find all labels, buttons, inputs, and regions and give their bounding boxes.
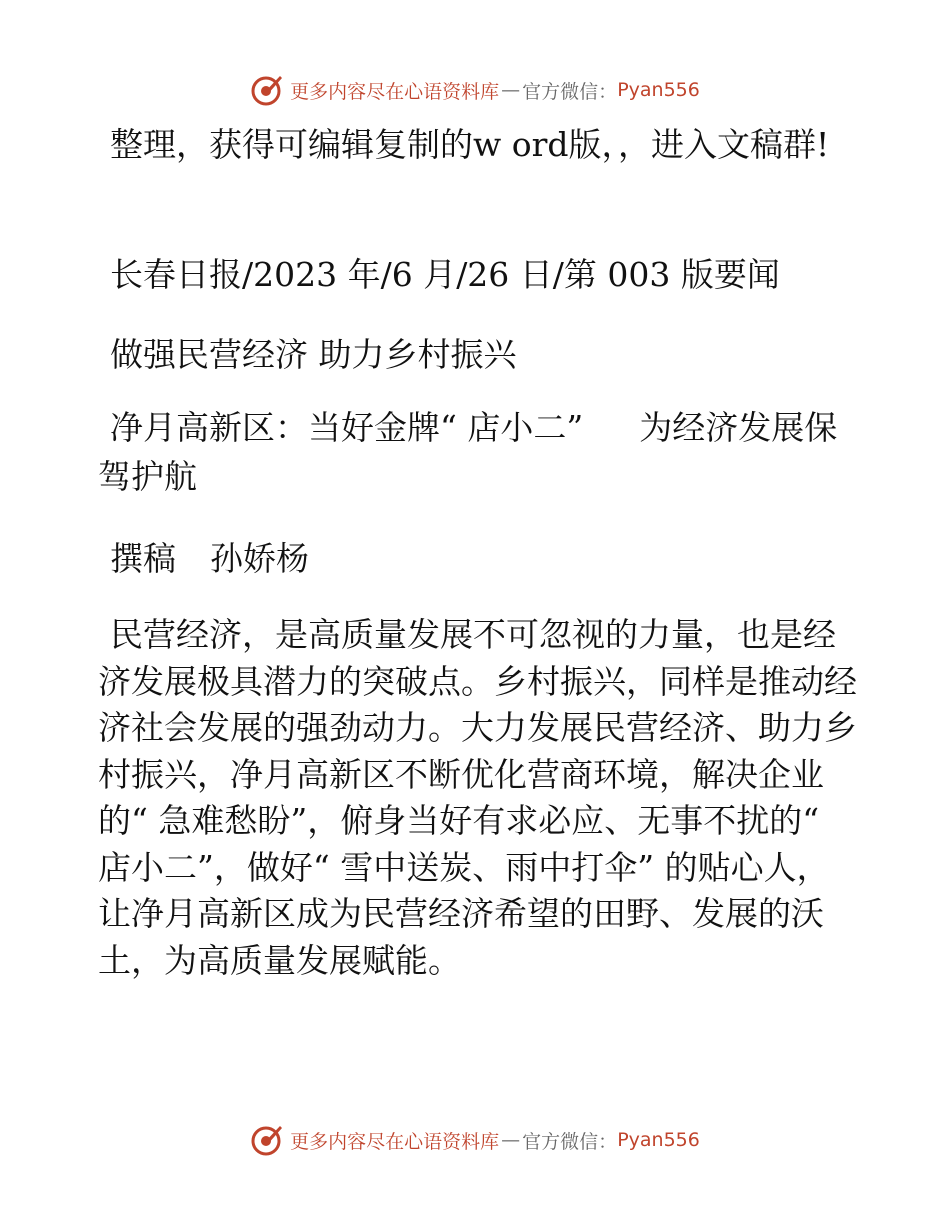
watermark-wechat-id: Pyan556: [617, 1129, 700, 1151]
watermark-label: 官方微信：: [522, 80, 618, 103]
pen-logo-icon: [250, 1123, 284, 1157]
watermark-wechat-id: Pyan556: [617, 79, 700, 101]
headline: 做强民营经济 助力乡村振兴: [110, 335, 517, 374]
watermark-label: 官方微信：: [522, 1130, 618, 1153]
watermark-text: 更多内容尽在心语资料库: [290, 1130, 500, 1153]
header-watermark: [0, 70, 950, 110]
intro-line: 整理，获得可编辑复制的w ord版，，进入文稿群!: [110, 125, 830, 164]
watermark-text: 更多内容尽在心语资料库: [290, 80, 500, 103]
article: [98, 120, 858, 980]
subheadline: [98, 403, 858, 501]
footer-watermark: [0, 1120, 950, 1160]
subheadline-part-b: 为经济发展保驾护航: [98, 408, 838, 496]
watermark-dash: —: [501, 1129, 521, 1151]
body-paragraph: 民营经济，是高质量发展不可忽视的力量，也是经济发展极具潜力的突破点。乡村振兴，同样是推动经济社会发展的强劲动力。大力发展民营经济、助力乡村振兴，净月高新区不断优化营商环境，解决企业的“ 急难愁盼”，俯身当好有求必应、无事不扰的“ 店小二”，做好“ 雪中送炭、雨中打伞” 的贴心人，让净月高新区成为民营经济希望的田野、发展的沃土，为高质量发展赋能。: [98, 615, 857, 980]
pen-logo-icon: [250, 73, 284, 107]
watermark-dash: —: [501, 79, 521, 101]
source-line: 长春日报/2023 年/6 月/26 日/第 003 版要闻: [110, 255, 780, 294]
byline-label: 撰稿: [110, 539, 176, 578]
subheadline-part-a: 净月高新区：当好金牌“ 店小二”: [110, 408, 584, 447]
byline: [98, 534, 309, 583]
byline-author: 孙娇杨: [210, 539, 309, 578]
